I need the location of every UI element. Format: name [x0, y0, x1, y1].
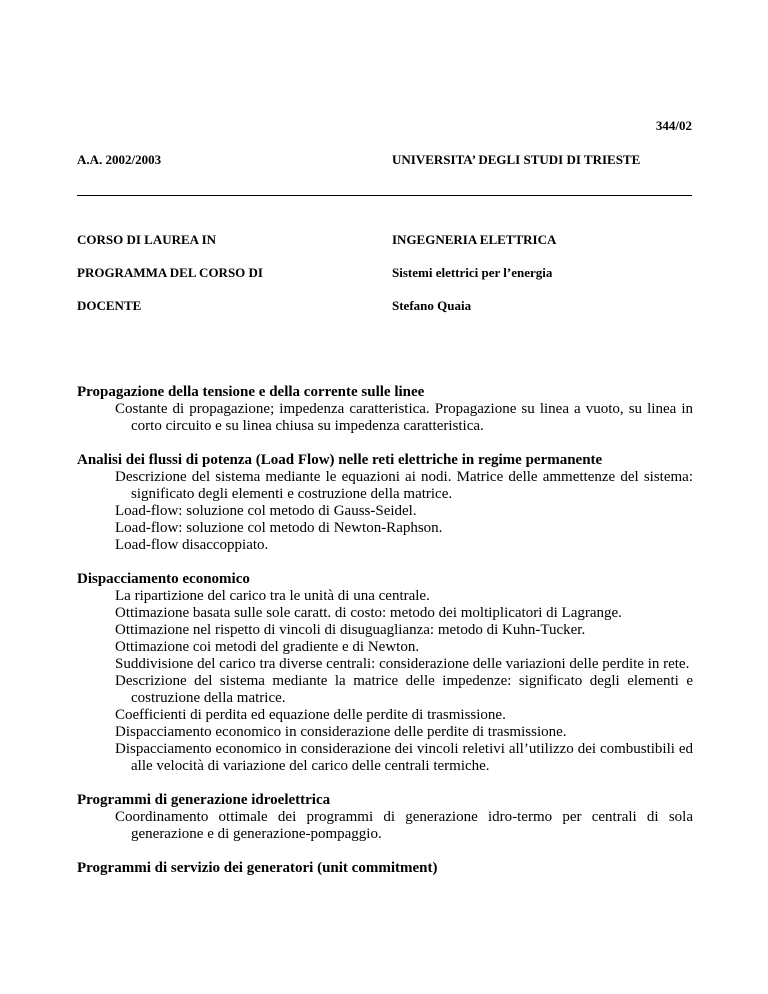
section-item: Descrizione del sistema mediante le equazioni ai nodi. Matrice delle ammettenze del sistema: significato degli elementi e costruzione della matrice.: [115, 469, 693, 502]
syllabus-content: [77, 384, 693, 894]
syllabus-section: [77, 452, 693, 554]
section-item: Dispacciamento economico in considerazione delle perdite di trasmissione.: [115, 724, 567, 740]
section-item: Ottimazione coi metodi del gradiente e di Newton.: [115, 639, 420, 655]
section-title: Propagazione della tensione e della corrente sulle linee: [77, 384, 425, 400]
section-item: Descrizione del sistema mediante la matrice delle impedenze: significato degli elementi e costruzione della matrice.: [115, 673, 693, 706]
header-divider: [77, 195, 692, 196]
teacher-label: DOCENTE: [77, 298, 142, 313]
section-title: Programmi di generazione idroelettrica: [77, 792, 331, 808]
section-item: Suddivisione del carico tra diverse centrali: considerazione delle variazioni delle perdite in rete.: [115, 656, 690, 672]
section-item: La ripartizione del carico tra le unità di una centrale.: [115, 588, 430, 604]
section-title: Dispacciamento economico: [77, 571, 250, 587]
syllabus-section: [77, 571, 693, 775]
program-label: PROGRAMMA DEL CORSO DI: [77, 265, 263, 280]
academic-year: A.A. 2002/2003: [77, 152, 162, 167]
syllabus-section: [77, 860, 693, 877]
section-item: Load-flow: soluzione col metodo di Newton-Raphson.: [115, 520, 443, 536]
section-item: Coordinamento ottimale dei programmi di generazione idro-termo per centrali di sola generazione e di generazione-pompaggio.: [115, 809, 693, 842]
syllabus-section: [77, 792, 693, 843]
document-number: 344/02: [655, 118, 692, 133]
section-item: Load-flow: soluzione col metodo di Gauss-Seidel.: [115, 503, 417, 519]
section-item: Ottimazione nel rispetto di vincoli di disuguaglianza: metodo di Kuhn-Tucker.: [115, 622, 586, 638]
section-item: Ottimazione basata sulle sole caratt. di costo: metodo dei moltiplicatori di Lagrange.: [115, 605, 622, 621]
section-title: Analisi dei flussi di potenza (Load Flow) nelle reti elettriche in regime permanente: [77, 452, 603, 468]
section-item: Costante di propagazione; impedenza caratteristica. Propagazione su linea a vuoto, su linea in corto circuito e su linea chiusa su impedenza caratteristica.: [115, 401, 693, 434]
program-value: Sistemi elettrici per l’energia: [392, 265, 553, 280]
section-title: Programmi di servizio dei generatori (unit commitment): [77, 860, 438, 876]
section-item: Dispacciamento economico in considerazione dei vincoli reletivi all’utilizzo dei combustibili ed alle velocità di variazione del carico delle centrali termiche.: [115, 741, 693, 774]
section-item: Load-flow disaccoppiato.: [115, 537, 269, 553]
course-value: INGEGNERIA ELETTRICA: [392, 232, 557, 247]
teacher-value: Stefano Quaia: [392, 298, 472, 313]
syllabus-section: [77, 384, 693, 435]
course-label: CORSO DI LAUREA IN: [77, 232, 217, 247]
university-name: UNIVERSITA’ DEGLI STUDI DI TRIESTE: [392, 152, 641, 167]
section-item: Coefficienti di perdita ed equazione delle perdite di trasmissione.: [115, 707, 506, 723]
